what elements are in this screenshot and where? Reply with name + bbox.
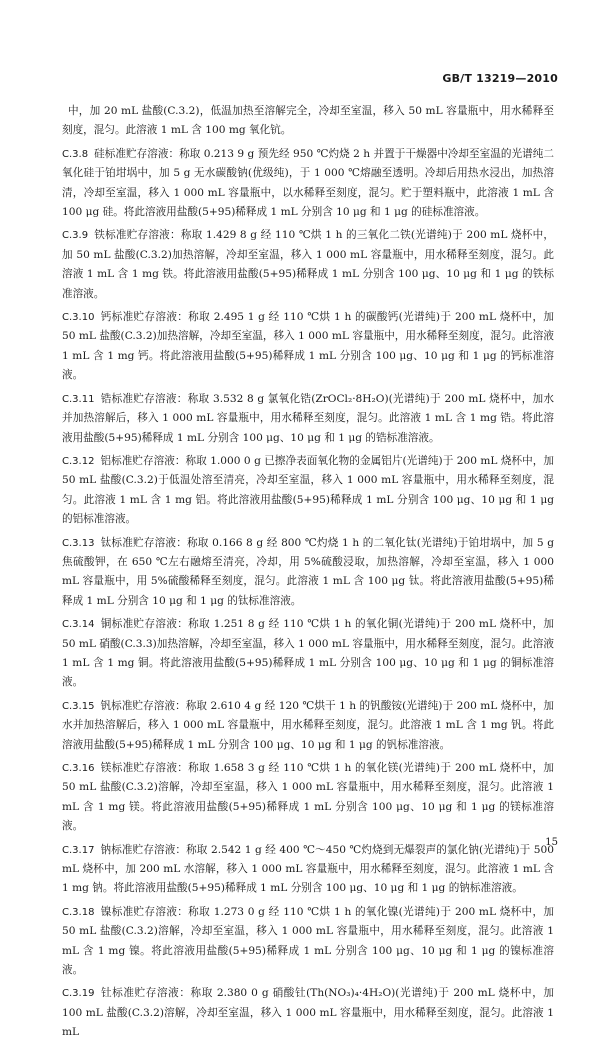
paragraph-text: 钛标准贮存溶液：称取 0.166 8 g 经 800 ℃灼烧 1 h 的二氧化钛(光谱纯)于铂坩埚中，加 5 g 焦硫酸钾，在 650 ℃左右融熔至清亮，冷却，用 5%硫酸浸取，加热溶解，冷却至室温，移入 1 000 mL 容量瓶中，用 5%硫酸稀释至刻度，混匀。此溶液 1 mL 含 100 μg 钛。将此溶液用盐酸(5+95)稀释成 1 mL 分别含 10 μg 和 1 μg 的钛标准溶液。 — [62, 536, 554, 607]
paragraph-text: 镁标准贮存溶液：称取 1.658 3 g 经 110 ℃烘 1 h 的氧化镁(光谱纯)于 200 mL 烧杯中，加 50 mL 盐酸(C.3.2)溶解，冷却至室温，移入 1 000 mL 容量瓶中，用水稀释至刻度，混匀。此溶液 1 mL 含 1 mg 镁。将此溶液用盐酸(5+95)稀释成 1 mL 分别含 100 μg、10 μg 和 1 μg 的镁标准溶液。 — [62, 762, 554, 833]
clause-number: C.3.13 — [62, 537, 95, 549]
paragraph-text: 铁标准贮存溶液：称取 1.429 8 g 经 110 ℃烘 1 h 的三氧化二铁(光谱纯)于 200 mL 烧杯中，加 50 mL 盐酸(C.3.2)加热溶解，冷却至室温，移入 1 000 mL 容量瓶中，用水稀释至刻度，混匀。此溶液 1 mL 含 1 mg 铁。将此溶液用盐酸(5+95)稀释成 1 mL 分别含 100 μg、10 μg 和 1 μg 的铁标准溶液。 — [62, 229, 554, 300]
clause-number: C.3.10 — [62, 312, 95, 324]
paragraph-text: 钠标准贮存溶液：称取 2.542 1 g 经 400 ℃～450 ℃灼烧到无爆裂声的氯化钠(光谱纯)于 500 mL 烧杯中，加 200 mL 水溶解，移入 1 000 mL 容量瓶中，用水稀释至刻度，混匀。此溶液 1 mL 含 1 mg 钠。将此溶液用盐酸(5+95)稀释成 1 mL 分别含 100 μg、10 μg 和 1 μg 的钠标准溶液。 — [62, 843, 554, 895]
paragraph — [62, 308, 554, 386]
clause-number: C.3.16 — [62, 763, 95, 774]
paragraph-text: 锆标准贮存溶液：称取 3.532 8 g 氯氧化锆(ZrOCl₂·8H₂O)(光谱纯)于 200 mL 烧杯中，加水并加热溶解后，移入 1 000 mL 容量瓶中，用水稀释至刻度，混匀。此溶液 1 mL 含 1 mg 锆。将此溶液用盐酸(5+95)稀释成 1 mL 分别含 100 μg、10 μg 和 1 μg 的锆标准溶液。 — [62, 392, 554, 444]
paragraph — [62, 534, 554, 612]
clause-number: C.3.17 — [62, 844, 95, 856]
paragraph — [62, 759, 554, 837]
paragraph-text: 镍标准贮存溶液：称取 1.273 0 g 经 110 ℃烘 1 h 的氧化镍(光谱纯)于 200 mL 烧杯中，加 50 mL 盐酸(C.3.2)溶解，冷却至室温，移入 1 000 mL 容量瓶中，用水稀释至刻度，混匀。此溶液 1 mL 含 1 mg 镍。将此溶液用盐酸(5+95)稀释成 1 mL 分别含 100 μg、10 μg 和 1 μg 的镍标准溶液。 — [62, 905, 554, 977]
standard-number: GB/T 13219—2010 — [442, 72, 558, 85]
clause-number: C.3.15 — [62, 700, 95, 712]
paragraph — [62, 841, 554, 899]
paragraph — [62, 390, 554, 448]
clause-number: C.3.12 — [62, 455, 95, 467]
clause-number: C.3.19 — [62, 988, 95, 1000]
paragraph — [62, 145, 554, 223]
paragraph — [62, 226, 554, 304]
paragraph-text: 钙标准贮存溶液：称取 2.495 1 g 经 110 ℃烘 1 h 的碳酸钙(光谱纯)于 200 mL 烧杯中，加 50 mL 盐酸(C.3.2)加热溶解，冷却至室温，移入 1 000 mL 容量瓶中，用水稀释至刻度，混匀。此溶液 1 mL 含 1 mg 钙。将此溶液用盐酸(5+95)稀释成 1 mL 分别含 100 μg、10 μg 和 1 μg 的钙标准溶液。 — [62, 311, 554, 382]
paragraph — [62, 697, 554, 755]
paragraph-text: 钍标准贮存溶液：称取 2.380 0 g 硝酸钍(Th(NO₃)₄·4H₂O)(光谱纯)于 200 mL 烧杯中，加 100 mL 盐酸(C.3.2)溶解，冷却至室温，移入 1 000 mL 容量瓶中，用水稀释至刻度，混匀。此溶液 1 mL — [62, 987, 554, 1039]
paragraph-text: 硅标准贮存溶液：称取 0.213 9 g 预先经 950 ℃灼烧 2 h 并置于干燥器中冷却至室温的光谱纯二氧化硅于铂坩埚中，加 5 g 无水碳酸钠(优级纯)，于 1 000 ℃熔融至透明。冷却后用热水浸出，加热溶清，冷却至室温，移入 1 000 mL 容量瓶中，以水稀释至刻度，混匀。贮于塑料瓶中，此溶液 1 mL 含 100 μg 硅。将此溶液用盐酸(5+95)稀释成 1 mL 分别含 10 μg 和 1 μg 的硅标准溶液。 — [62, 147, 554, 219]
paragraph — [62, 452, 554, 530]
page-number: 15 — [545, 837, 558, 848]
paragraph-text: 铜标准贮存溶液：称取 1.251 8 g 经 110 ℃烘 1 h 的氧化铜(光谱纯)于 200 mL 烧杯中，加 50 mL 硝酸(C.3.3)加热溶解，冷却至室温，移入 1 000 mL 容量瓶中，用水稀释至刻度，混匀。此溶液 1 mL 含 1 mg 铜。将此溶液用盐酸(5+95)稀释成 1 mL 分别含 100 μg、10 μg 和 1 μg 的铜标准溶液。 — [62, 618, 554, 689]
paragraph — [62, 615, 554, 693]
paragraph-text: 钒标准贮存溶液：称取 2.610 4 g 经 120 ℃烘干 1 h 的钒酸铵(光谱纯)于 200 mL 烧杯中，加水并加热溶解后，移入 1 000 mL 容量瓶中，用水稀释至刻度，混匀。此溶液 1 mL 含 1 mg 钒。将此溶液用盐酸(5+95)稀释成 1 mL 分别含 100 μg、10 μg 和 1 μg 的钒标准溶液。 — [62, 699, 554, 751]
clause-number: C.3.11 — [62, 393, 95, 405]
paragraph — [62, 102, 554, 141]
paragraph-text: 中，加 20 mL 盐酸(C.3.2)，低温加热至溶解完全，冷却至室温，移入 50 mL 容量瓶中，用水稀释至刻度，混匀。此溶液 1 mL 含 100 mg 氧化钪。 — [62, 105, 554, 137]
clause-number: C.3.8 — [62, 148, 89, 160]
paragraph-text: 铝标准贮存溶液：称取 1.000 0 g 已擦净表面氧化物的金属铝片(光谱纯)于 200 mL 烧杯中，加 50 mL 盐酸(C.3.2)于低温处溶至清亮，冷却至室温，移入 1 000 mL 容量瓶中，用水稀释至刻度，混匀。此溶液 1 mL 含 1 mg 铝。将此溶液用盐酸(5+95)稀释成 1 mL 分别含 100 μg、10 μg 和 1 μg 的铝标准溶液。 — [62, 454, 554, 526]
clause-number: C.3.14 — [62, 619, 95, 631]
clause-number: C.3.18 — [62, 906, 95, 918]
document-body — [62, 102, 554, 1047]
paragraph — [62, 903, 554, 981]
paragraph — [62, 984, 554, 1042]
clause-number: C.3.9 — [62, 230, 89, 242]
